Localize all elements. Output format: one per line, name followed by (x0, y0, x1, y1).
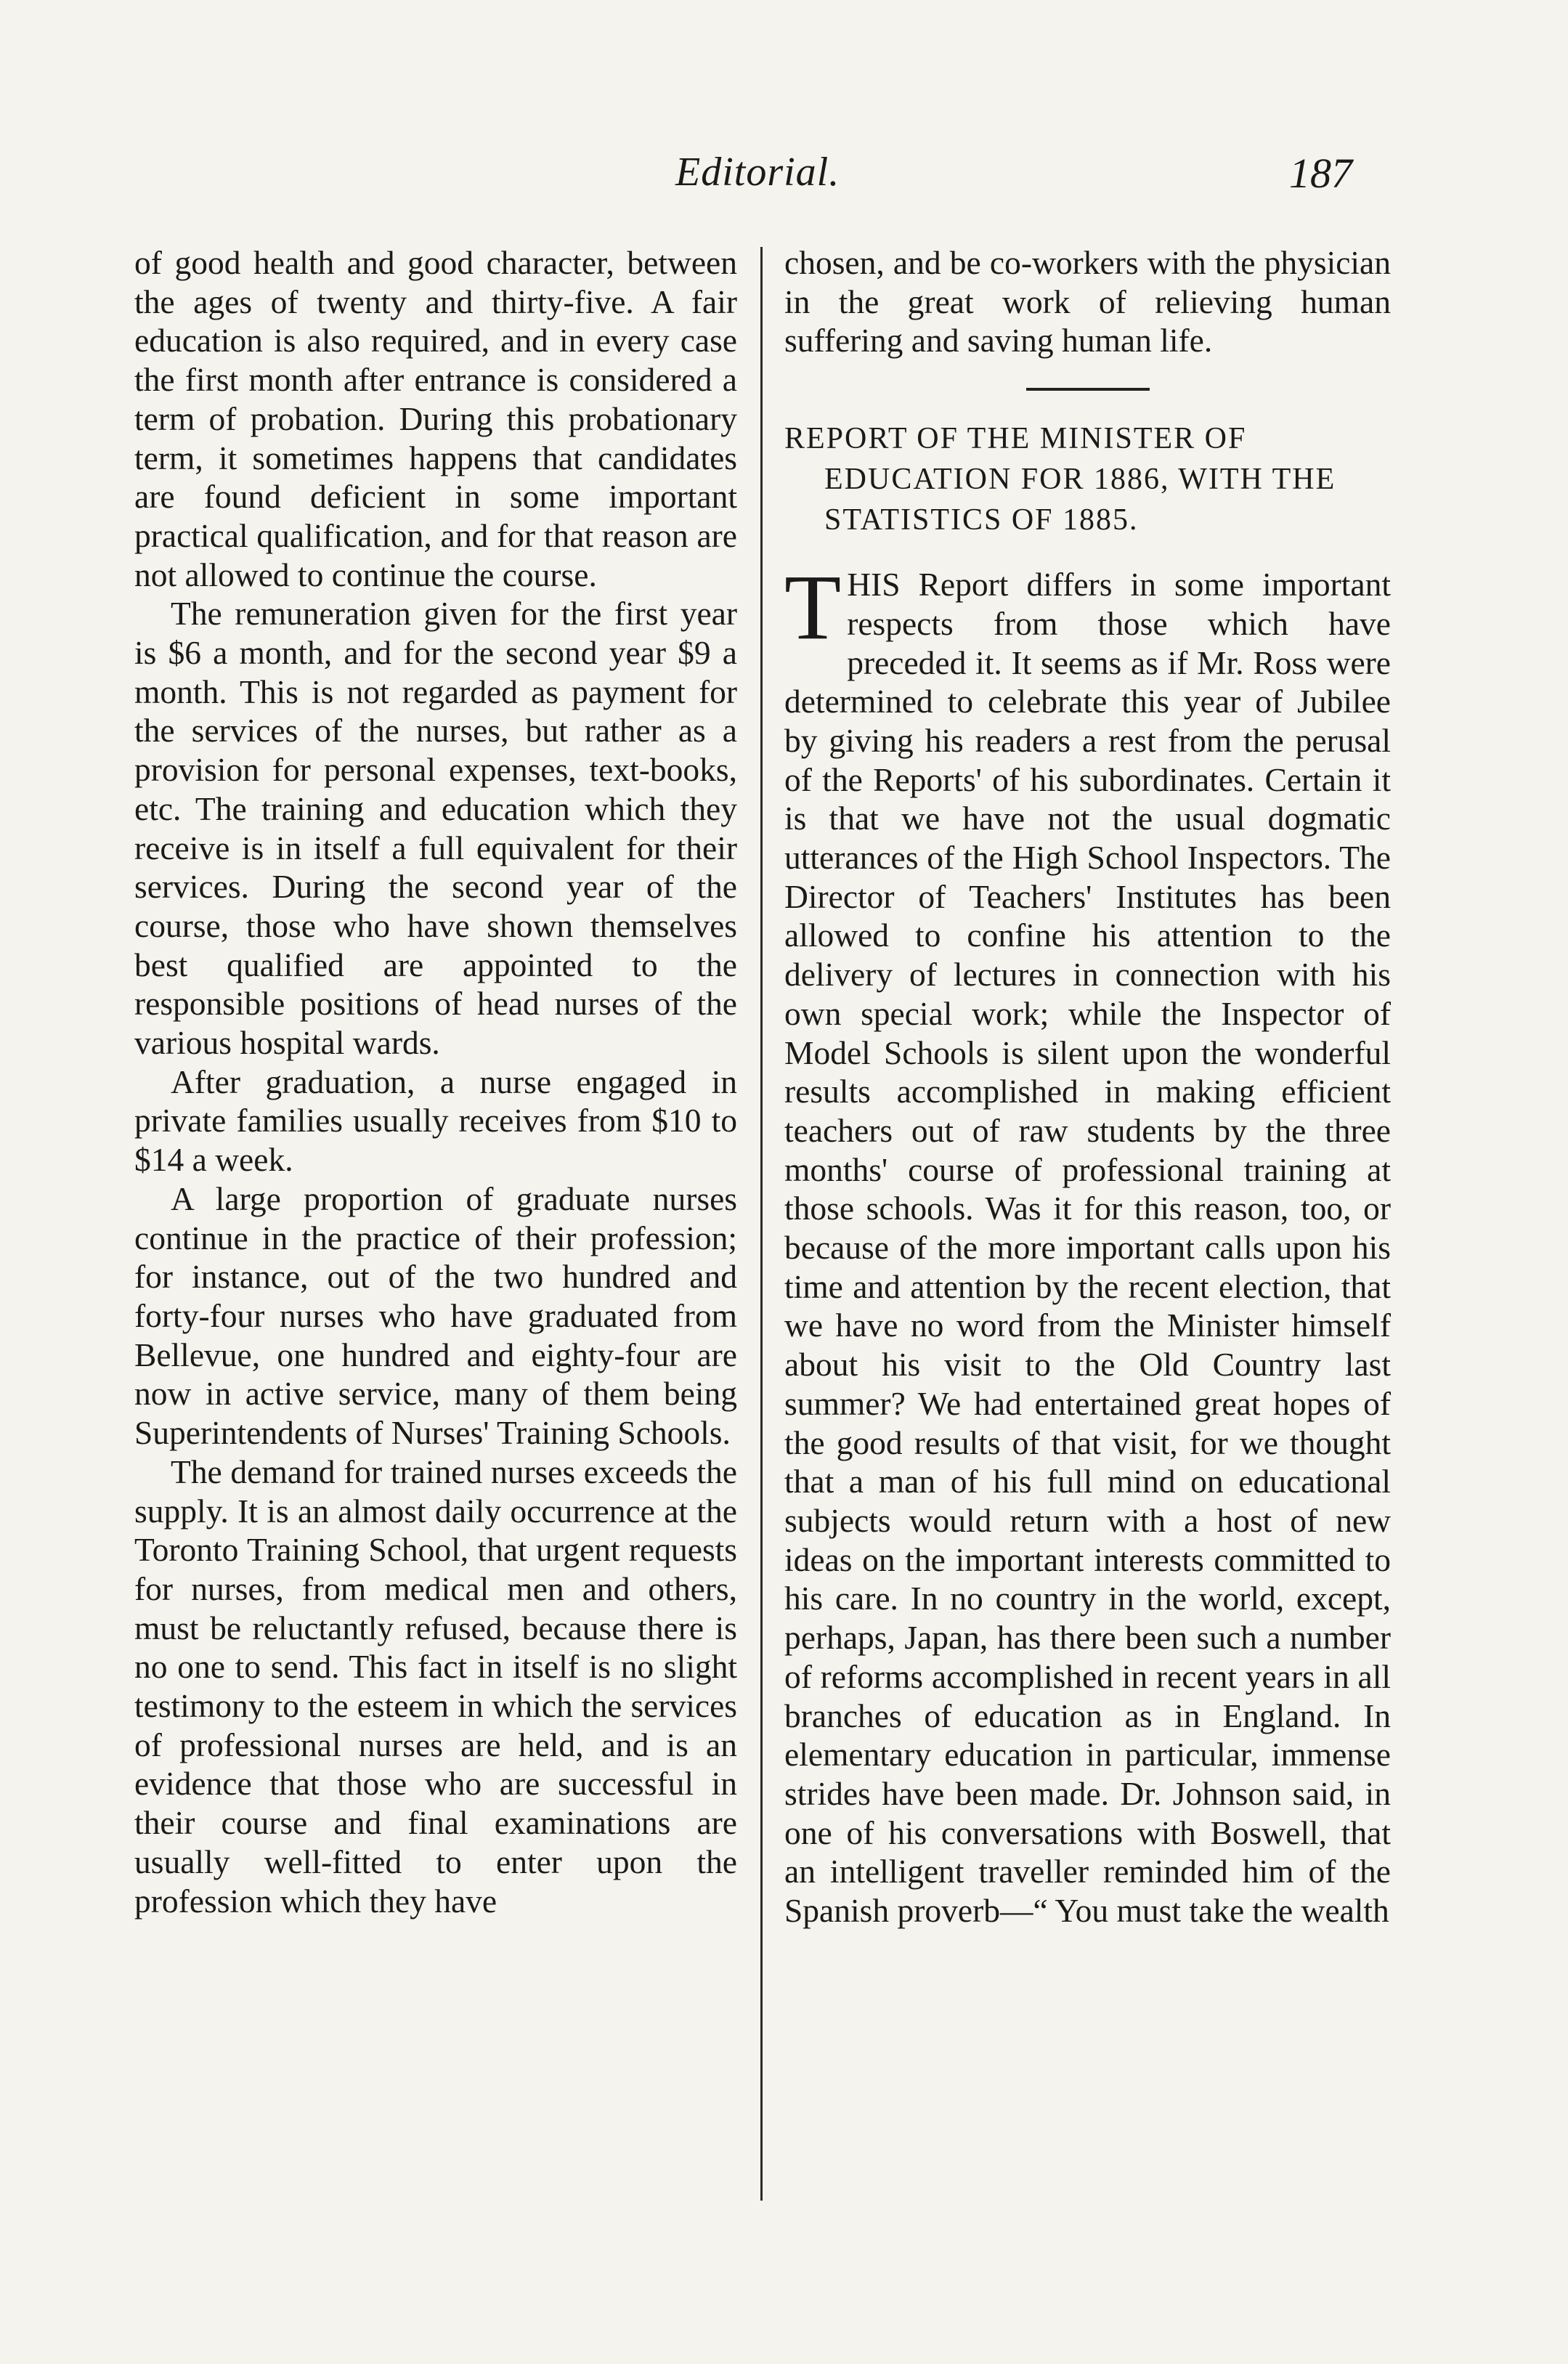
section-divider (1026, 388, 1150, 391)
paragraph: of good health and good character, between the ages of twenty and thirty-five. A fair education is also required, and in every case the first month after entrance is considered a term of probation. During this probationary term, it sometimes happens that candidates are found deficient in some important practical qualification, and for that reason are not allowed to continue the course. (134, 244, 737, 593)
page-number: 187 (1289, 150, 1352, 197)
section-heading: REPORT OF THE MINISTER OF EDUCATION FOR 1886, WITH THE STATISTICS OF 1885. (784, 422, 1336, 537)
lead-paragraph (784, 556, 1391, 1930)
dropcap: T (784, 556, 842, 659)
running-title: Editorial. (675, 150, 840, 195)
paragraph: A large proportion of graduate nurses continue in the practice of their profession; for instance, out of the two hundred and forty-four nurses who have graduated from Bellevue, one hundred and eighty-four are now in active service, many of them being Superintendents of Nurses' Training Schools. (134, 1179, 737, 1452)
column-divider (760, 247, 763, 2201)
lead-text: HIS Report differs in some important respects from those which have preceded it. It seems as if Mr. Ross were determined to celebrate this year of Jubilee by giving his readers a rest from the perusal of the Reports' of his subordinates. Certain it is that we have not the usual dogmatic utterances of the High School Inspectors. The Director of Teachers' Institutes has been allowed to confine his attention to the delivery of lectures in connection with his own special work; while the Inspector of Model Schools is silent upon the wonderful results accomplished in making efficient teachers out of raw students by the three months' course of professional training at those schools. Was it for this reason, too, or because of the more important calls upon his time and attention by the recent election, that we have no word from the Minister himself about his visit to the Old Country last summer? We had entertained great hopes of the good results of that visit, for we thought that a man of his full mind on educational subjects would return with a host of new ideas on the important interests committed to his care. In no country in the world, except, perhaps, Japan, has there been such a number of reforms accomplished in recent years in all branches of education as in England. In elementary education in particular, immense strides have been made. Dr. Johnson said, in one of his conversations with Boswell, that an intelligent traveller reminded him of the Spanish proverb—“ You must take the wealth (784, 566, 1391, 1930)
paragraph: The demand for trained nurses exceeds the supply. It is an almost daily occurrence at the Toronto Training School, that urgent requests for nurses, from medical men and others, must be reluctantly refused, because there is no one to send. This fact in itself is no slight testimony to the esteem in which the services of professional nurses are held, and is an evidence that those who are successful in their course and final examinations are usually well-fitted to enter upon the profession which they have (134, 1453, 737, 1920)
right-column (784, 243, 1391, 1930)
paragraph: After graduation, a nurse engaged in private families usually receives from $10 to $14 a week. (134, 1063, 737, 1179)
left-column (134, 243, 737, 1920)
paragraph: chosen, and be co-workers with the physician in the great work of relieving human suffering and saving human life. (784, 244, 1391, 360)
running-head (0, 149, 1568, 214)
paragraph: The remuneration given for the first year is $6 a month, and for the second year $9 a month. This is not regarded as payment for the services of the nurses, but rather as a provision for personal expenses, text-books, etc. The training and education which they receive is in itself a full equivalent for their services. During the second year of the course, those who have shown themselves best qualified are appointed to the responsible positions of head nurses of the various hospital wards. (134, 595, 737, 1062)
